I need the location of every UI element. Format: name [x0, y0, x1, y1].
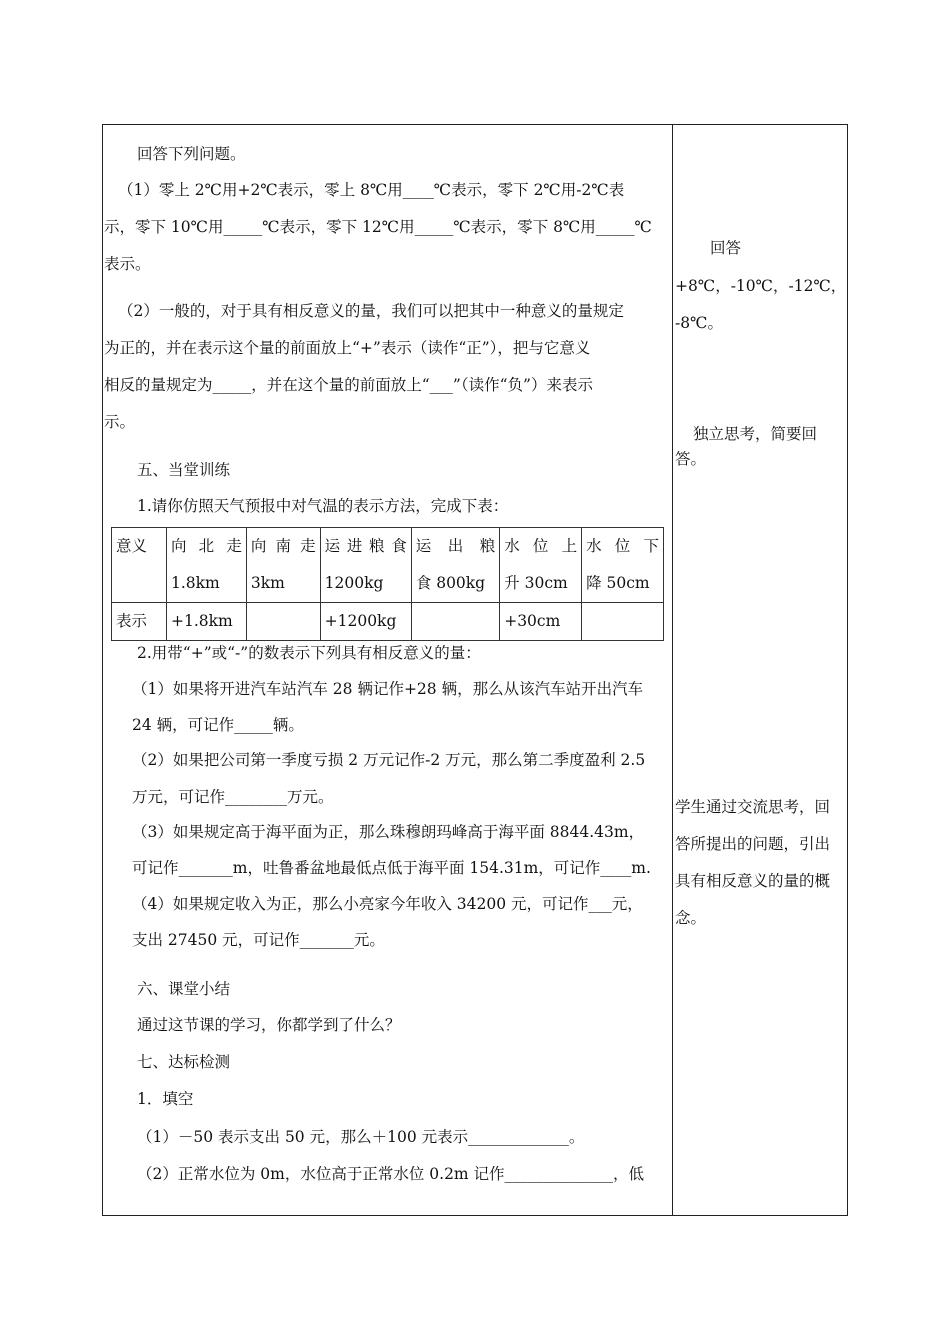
- table-row: [112, 528, 664, 603]
- side-note: 答所提出的问题，引出: [675, 835, 831, 853]
- text-line: （2）正常水位为 0m，水位高于正常水位 0.2m 记作______________，低: [137, 1165, 645, 1183]
- side-note: 念。: [675, 909, 707, 927]
- text-line: 回答下列问题。: [137, 145, 246, 163]
- table-cell: [582, 603, 664, 641]
- text-line: 表示。: [104, 255, 151, 273]
- table-cell: +1200kg: [320, 603, 411, 641]
- table-cell: [246, 603, 320, 641]
- practice-table: [111, 527, 664, 641]
- table-cell: 向 北 走 1.8km: [167, 528, 247, 603]
- text-line: 支出 27450 元，可记作_______元。: [132, 931, 385, 949]
- section-heading: 五、当堂训练: [137, 461, 231, 479]
- text-line: 相反的量规定为_____，并在这个量的前面放上“___”（读作“负”）来表示: [104, 376, 593, 394]
- side-note: 独立思考，简要回: [693, 425, 818, 443]
- side-note: 回答: [710, 239, 742, 257]
- text-line: 万元，可记作________万元。: [132, 788, 334, 806]
- text-line: 24 辆，可记作_____辆。: [132, 716, 304, 734]
- text-line: （2）如果把公司第一季度亏损 2 万元记作-2 万元，那么第二季度盈利 2.5: [132, 751, 646, 769]
- text-line: （2）一般的，对于具有相反意义的量，我们可以把其中一种意义的量规定: [118, 302, 624, 320]
- side-note: +8℃，-10℃，-12℃，: [675, 277, 847, 295]
- side-note: 具有相反意义的量的概: [675, 872, 831, 890]
- text-line: （1）－50 表示支出 50 元，那么＋100 元表示_____________。: [137, 1128, 585, 1146]
- side-note: -8℃。: [675, 314, 723, 332]
- table-cell: +1.8km: [167, 603, 247, 641]
- text-line: 可记作_______m，吐鲁番盆地最低点低于海平面 154.31m，可记作____m.: [132, 859, 651, 877]
- text-line: 2.用带“+”或“-”的数表示下列具有相反意义的量：: [137, 644, 481, 662]
- text-line: 1．填空: [137, 1090, 194, 1108]
- table-cell: +30cm: [500, 603, 582, 641]
- table-cell: [411, 603, 499, 641]
- text-line: （1）零上 2℃用+2℃表示，零上 8℃用____℃表示，零下 2℃用-2℃表: [118, 181, 625, 199]
- section-heading: 六、课堂小结: [137, 980, 231, 998]
- text-line: 通过这节课的学习，你都学到了什么？: [137, 1016, 401, 1034]
- table-cell: 向 南 走 3km: [246, 528, 320, 603]
- text-line: 示。: [104, 413, 136, 431]
- table-cell: 运 出 粮 食 800kg: [411, 528, 499, 603]
- table-cell: 表示: [112, 603, 167, 641]
- side-note: 答。: [675, 450, 707, 468]
- table-row: [112, 603, 664, 641]
- text-line: 1.请你仿照天气预报中对气温的表示方法，完成下表：: [137, 497, 509, 515]
- text-line: （4）如果规定收入为正，那么小亮家今年收入 34200 元，可记作___元，: [132, 895, 643, 913]
- column-divider: [672, 124, 673, 1216]
- table-cell: 意义: [112, 528, 167, 603]
- text-line: （1）如果将开进汽车站汽车 28 辆记作+28 辆，那么从该汽车站开出汽车: [132, 680, 644, 698]
- text-line: 示，零下 10℃用_____℃表示，零下 12℃用_____℃表示，零下 8℃用_____℃: [104, 218, 652, 236]
- text-line: 为正的，并在表示这个量的前面放上“+”表示（读作“正”），把与它意义: [104, 339, 591, 357]
- table-cell: 运进粮食 1200kg: [320, 528, 411, 603]
- side-note: 学生通过交流思考，回: [675, 798, 831, 816]
- text-line: （3）如果规定高于海平面为正，那么珠穆朗玛峰高于海平面 8844.43m，: [132, 823, 645, 841]
- section-heading: 七、达标检测: [137, 1053, 231, 1071]
- table-cell: 水 位 下 降 50cm: [582, 528, 664, 603]
- table-cell: 水 位 上 升 30cm: [500, 528, 582, 603]
